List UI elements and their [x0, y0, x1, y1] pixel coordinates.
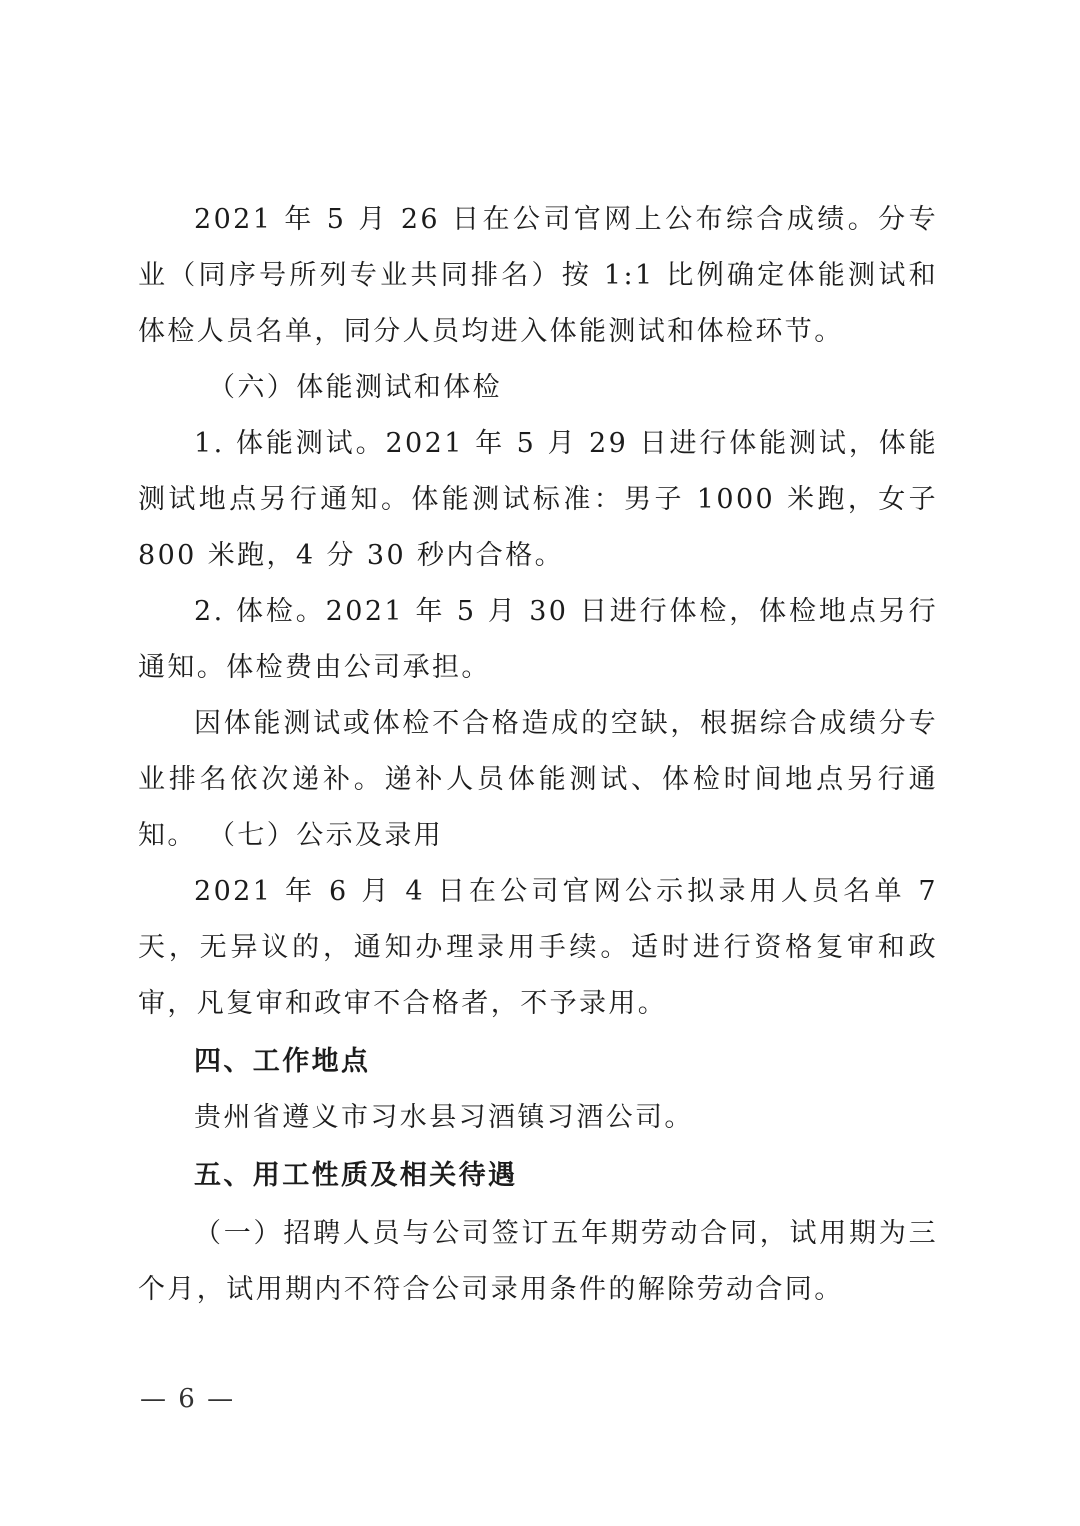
heading-publicity-and-hiring: （七）公示及录用	[208, 820, 444, 851]
heading-fitness-and-medical: （六）体能测试和体检	[208, 372, 502, 403]
page-number: — 6 —	[140, 1384, 236, 1414]
paragraph-publicity: 2021 年 6 月 4 日在公司官网公示拟录用人员名单 7 天，无异议的，通知办理录用手续。适时进行资格复审和政审，凡复审和政审不合格者，不予录用。	[138, 876, 938, 1019]
paragraph-score-announcement: 2021 年 5 月 26 日在公司官网上公布综合成绩。分专业（同序号所列专业共同排名）按 1:1 比例确定体能测试和体检人员名单，同分人员均进入体能测试和体检环节。	[138, 204, 938, 347]
section-heading-work-location: 四、工作地点	[194, 1046, 371, 1077]
paragraph-fitness-test: 1. 体能测试。2021 年 5 月 29 日进行体能测试，体能测试地点另行通知。体能测试标准：男子 1000 米跑，女子 800 米跑，4 分 30 秒内合格。	[138, 428, 938, 571]
paragraph-medical-exam: 2. 体检。2021 年 5 月 30 日进行体检，体检地点另行通知。体检费由公司承担。	[138, 596, 938, 683]
paragraph-vacancy-replacement: 因体能测试或体检不合格造成的空缺，根据综合成绩分专业排名依次递补。递补人员体能测试、体检时间地点另行通知。	[138, 708, 938, 851]
paragraph-work-location: 贵州省遵义市习水县习酒镇习酒公司。	[194, 1102, 694, 1133]
paragraph-labor-contract: （一）招聘人员与公司签订五年期劳动合同，试用期为三个月，试用期内不符合公司录用条件的解除劳动合同。	[138, 1218, 938, 1305]
section-heading-employment-terms: 五、用工性质及相关待遇	[194, 1160, 518, 1191]
